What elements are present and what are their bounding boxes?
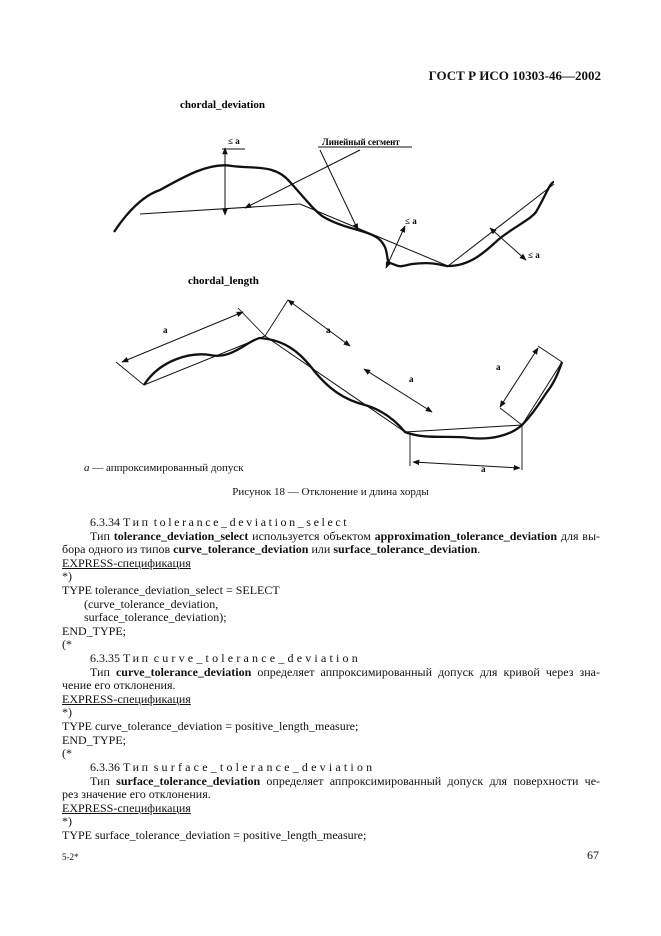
legend-symbol: a <box>84 462 90 474</box>
label-a-4: a <box>481 464 486 474</box>
express-spec-heading: EXPRESS-спецификация <box>62 555 191 570</box>
code-line: *) <box>62 569 72 584</box>
label-line-segment: Линейный сегмент <box>322 137 400 147</box>
code-line: (* <box>62 637 72 652</box>
chordal-length-title: chordal_length <box>188 275 259 287</box>
chord-1 <box>140 204 300 214</box>
paragraph-line: бора одного из типов curve_tolerance_deviation или surface_tolerance_deviation. <box>62 542 481 557</box>
label-le-a-1: ≤ a <box>228 136 240 146</box>
code-line: TYPE surface_tolerance_deviation = positive_length_measure; <box>62 827 367 842</box>
paragraph-line: Тип tolerance_deviation_select используется объектом approximation_tolerance_deviation для вы- <box>90 528 601 543</box>
express-spec-heading: EXPRESS-спецификация <box>62 800 191 815</box>
section-6-3-36 <box>62 761 600 843</box>
length-dimension-2 <box>288 300 350 346</box>
label-a-2: a <box>326 325 331 335</box>
bottom-curve <box>144 338 562 438</box>
figure-drawing <box>60 90 600 480</box>
page-number: 67 <box>587 848 599 862</box>
figure-caption: Рисунок 18 — Отклонение и длина хорды <box>232 486 429 498</box>
length-dimension-5 <box>500 348 538 407</box>
chordal-deviation-title: chordal_deviation <box>180 99 265 111</box>
section-heading: 6.3.34 Тип tolerance_deviation_select <box>90 515 350 529</box>
label-le-a-3: ≤ a <box>528 250 540 260</box>
length-dimension-3 <box>364 369 432 412</box>
chord-b2 <box>265 336 405 432</box>
chord-2 <box>300 204 448 266</box>
document-header: ГОСТ Р ИСО 10303-46—2002 <box>428 68 601 83</box>
express-spec-heading: EXPRESS-спецификация <box>62 691 191 706</box>
chord-b3 <box>405 425 522 432</box>
figure-legend <box>84 462 244 474</box>
section-heading: 6.3.36 Тип surface_tolerance_deviation <box>90 760 376 774</box>
code-line: *) <box>62 814 72 829</box>
paragraph-line: чение его отклонения. <box>62 678 176 693</box>
section-6-3-35 <box>62 652 600 761</box>
section-6-3-34 <box>62 516 600 652</box>
code-line: (* <box>62 746 72 761</box>
code-line: END_TYPE; <box>62 732 126 747</box>
paragraph-line: рез значение его отклонения. <box>62 787 211 802</box>
label-a-3: a <box>409 374 414 384</box>
figure-18 <box>60 90 600 480</box>
paragraph-line: Тип curve_tolerance_deviation определяет аппроксимированный допуск для кривой через зна- <box>90 664 600 679</box>
sheet-number: 5-2* <box>62 852 79 862</box>
label-a-1: a <box>163 325 168 335</box>
legend-text: — аппроксимированный допуск <box>89 462 244 474</box>
chord-b1 <box>144 336 265 385</box>
code-line: (curve_tolerance_deviation, <box>84 596 219 611</box>
paragraph-line: Тип surface_tolerance_deviation определяет аппроксимированный допуск для поверхности че- <box>90 773 601 788</box>
code-line: *) <box>62 705 72 720</box>
label-a-5: a <box>496 362 501 372</box>
code-line: TYPE curve_tolerance_deviation = positive_length_measure; <box>62 718 359 733</box>
code-line: TYPE tolerance_deviation_select = SELECT <box>62 582 280 597</box>
section-heading: 6.3.35 Тип curve_tolerance_deviation <box>90 651 361 665</box>
chord-b4 <box>522 362 562 425</box>
code-line: END_TYPE; <box>62 623 126 638</box>
label-le-a-2: ≤ a <box>405 216 417 226</box>
code-line: surface_tolerance_deviation); <box>84 610 227 625</box>
length-dimension-4 <box>413 462 520 468</box>
leader-1 <box>245 150 360 208</box>
